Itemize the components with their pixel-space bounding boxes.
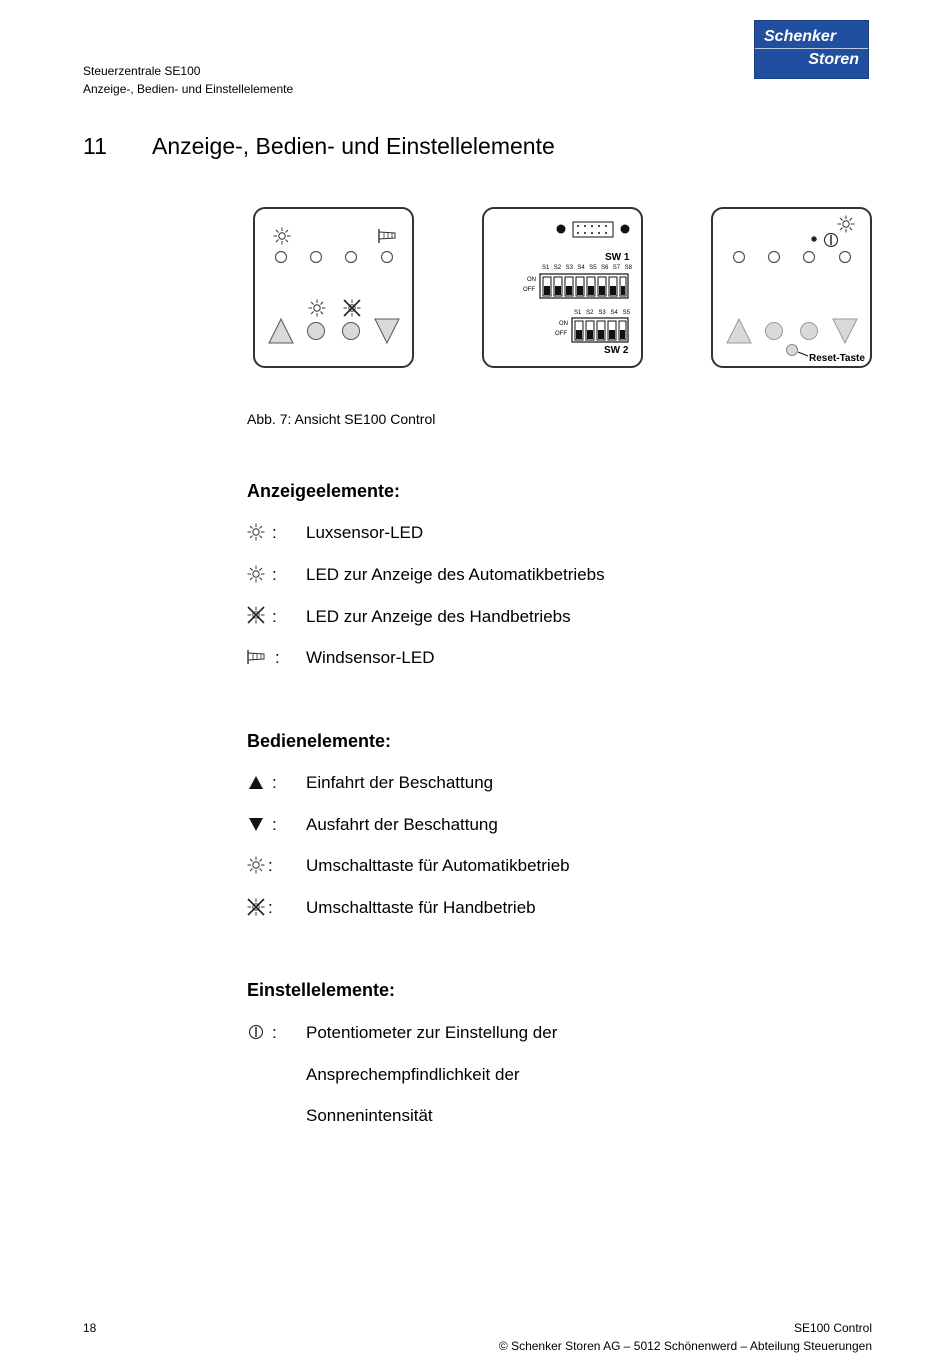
sw1-on-label: ON [527,277,536,283]
sw2-s5: S5 [622,310,630,316]
sw1-switch-labels [542,265,632,271]
figure-caption: Abb. 7: Ansicht SE100 Control [247,411,436,427]
control-item-text: Einfahrt der Beschattung [306,773,494,792]
setting-item-line-2: Ansprechempfindlichkeit der [306,1065,520,1084]
display-item-text: Luxsensor-LED [306,523,424,542]
triangle-down-icon [246,814,266,834]
colon: : [272,565,277,584]
logo-line-1: Schenker [764,28,837,45]
sw1-s3: S3 [565,265,573,271]
control-elements-heading: Bedienelemente: [247,731,392,751]
sw1-s8: S8 [624,265,632,271]
sw2-on-label: ON [559,321,568,327]
sw2-s1: S1 [574,310,582,316]
sw2-s3: S3 [598,310,606,316]
sun-icon [246,522,266,542]
sw2-s4: S4 [610,310,618,316]
crossed-sun-icon [246,897,266,917]
chapter-number: 11 [83,133,107,159]
sw2-off-label: OFF [555,331,567,337]
wind-flag-icon [246,647,266,667]
colon: : [272,1023,277,1042]
crossed-sun-icon [246,605,266,625]
sw1-s4: S4 [577,265,585,271]
setting-elements-heading: Einstellelemente: [247,980,396,1000]
header-line-1: Steuerzentrale SE100 [83,64,201,78]
company-logo [754,20,869,79]
display-item-text: LED zur Anzeige des Handbetriebs [306,607,571,626]
sw2-label: SW 2 [604,345,629,356]
device-dip-switch-panel [482,207,643,368]
sw1-off-label: OFF [523,287,535,293]
display-item-text: Windsensor-LED [306,648,435,667]
colon: : [272,773,277,792]
setting-item-line-3: Sonnenintensität [306,1106,433,1125]
sw1-s5: S5 [589,265,597,271]
colon: : [275,648,280,667]
auto-sun-icon [309,300,326,317]
display-item-text: LED zur Anzeige des Automatikbetriebs [306,565,605,584]
sw1-s7: S7 [612,265,621,271]
sw1-s6: S6 [600,265,609,271]
potentiometer-icon [825,234,838,247]
device-front-panel [253,207,414,368]
sw2-s2: S2 [586,310,594,316]
wind-led-flag-icon [379,229,395,243]
setting-item-line-1: Potentiometer zur Einstellung der [306,1023,558,1042]
colon: : [272,815,277,834]
control-item-text: Umschalttaste für Handbetrieb [306,898,536,917]
triangle-up-icon [246,773,266,793]
manual-crossed-sun-icon [344,300,361,317]
potentiometer-icon [246,1022,266,1042]
footer-copyright: © Schenker Storen AG – 5012 Schönenwerd – Abteilung Steuerungen [498,1339,872,1353]
page-number: 18 [83,1321,97,1335]
device-rear-panel [711,207,872,368]
lux-led-sun-icon [274,228,291,245]
display-elements-heading: Anzeigeelemente: [247,481,401,501]
sw1-s1: S1 [542,265,550,271]
sw2-switch-labels [574,310,630,316]
colon: : [268,856,273,875]
logo-line-2: Storen [808,51,859,68]
sw1-label: SW 1 [605,252,630,263]
colon: : [272,523,277,542]
sensitivity-sun-icon [838,216,855,233]
control-item-text: Umschalttaste für Automatikbetrieb [306,856,570,875]
control-item-text: Ausfahrt der Beschattung [306,815,498,834]
colon: : [268,898,273,917]
sun-icon [246,564,266,584]
sun-icon [246,855,266,875]
footer-product: SE100 Control [793,1321,872,1335]
colon: : [272,607,277,626]
header-line-2: Anzeige-, Bedien- und Einstellelemente [83,82,294,96]
chapter-title: Anzeige-, Bedien- und Einstellelemente [152,133,555,159]
sw1-s2: S2 [553,265,562,271]
reset-button-label: Reset-Taste [809,353,865,364]
